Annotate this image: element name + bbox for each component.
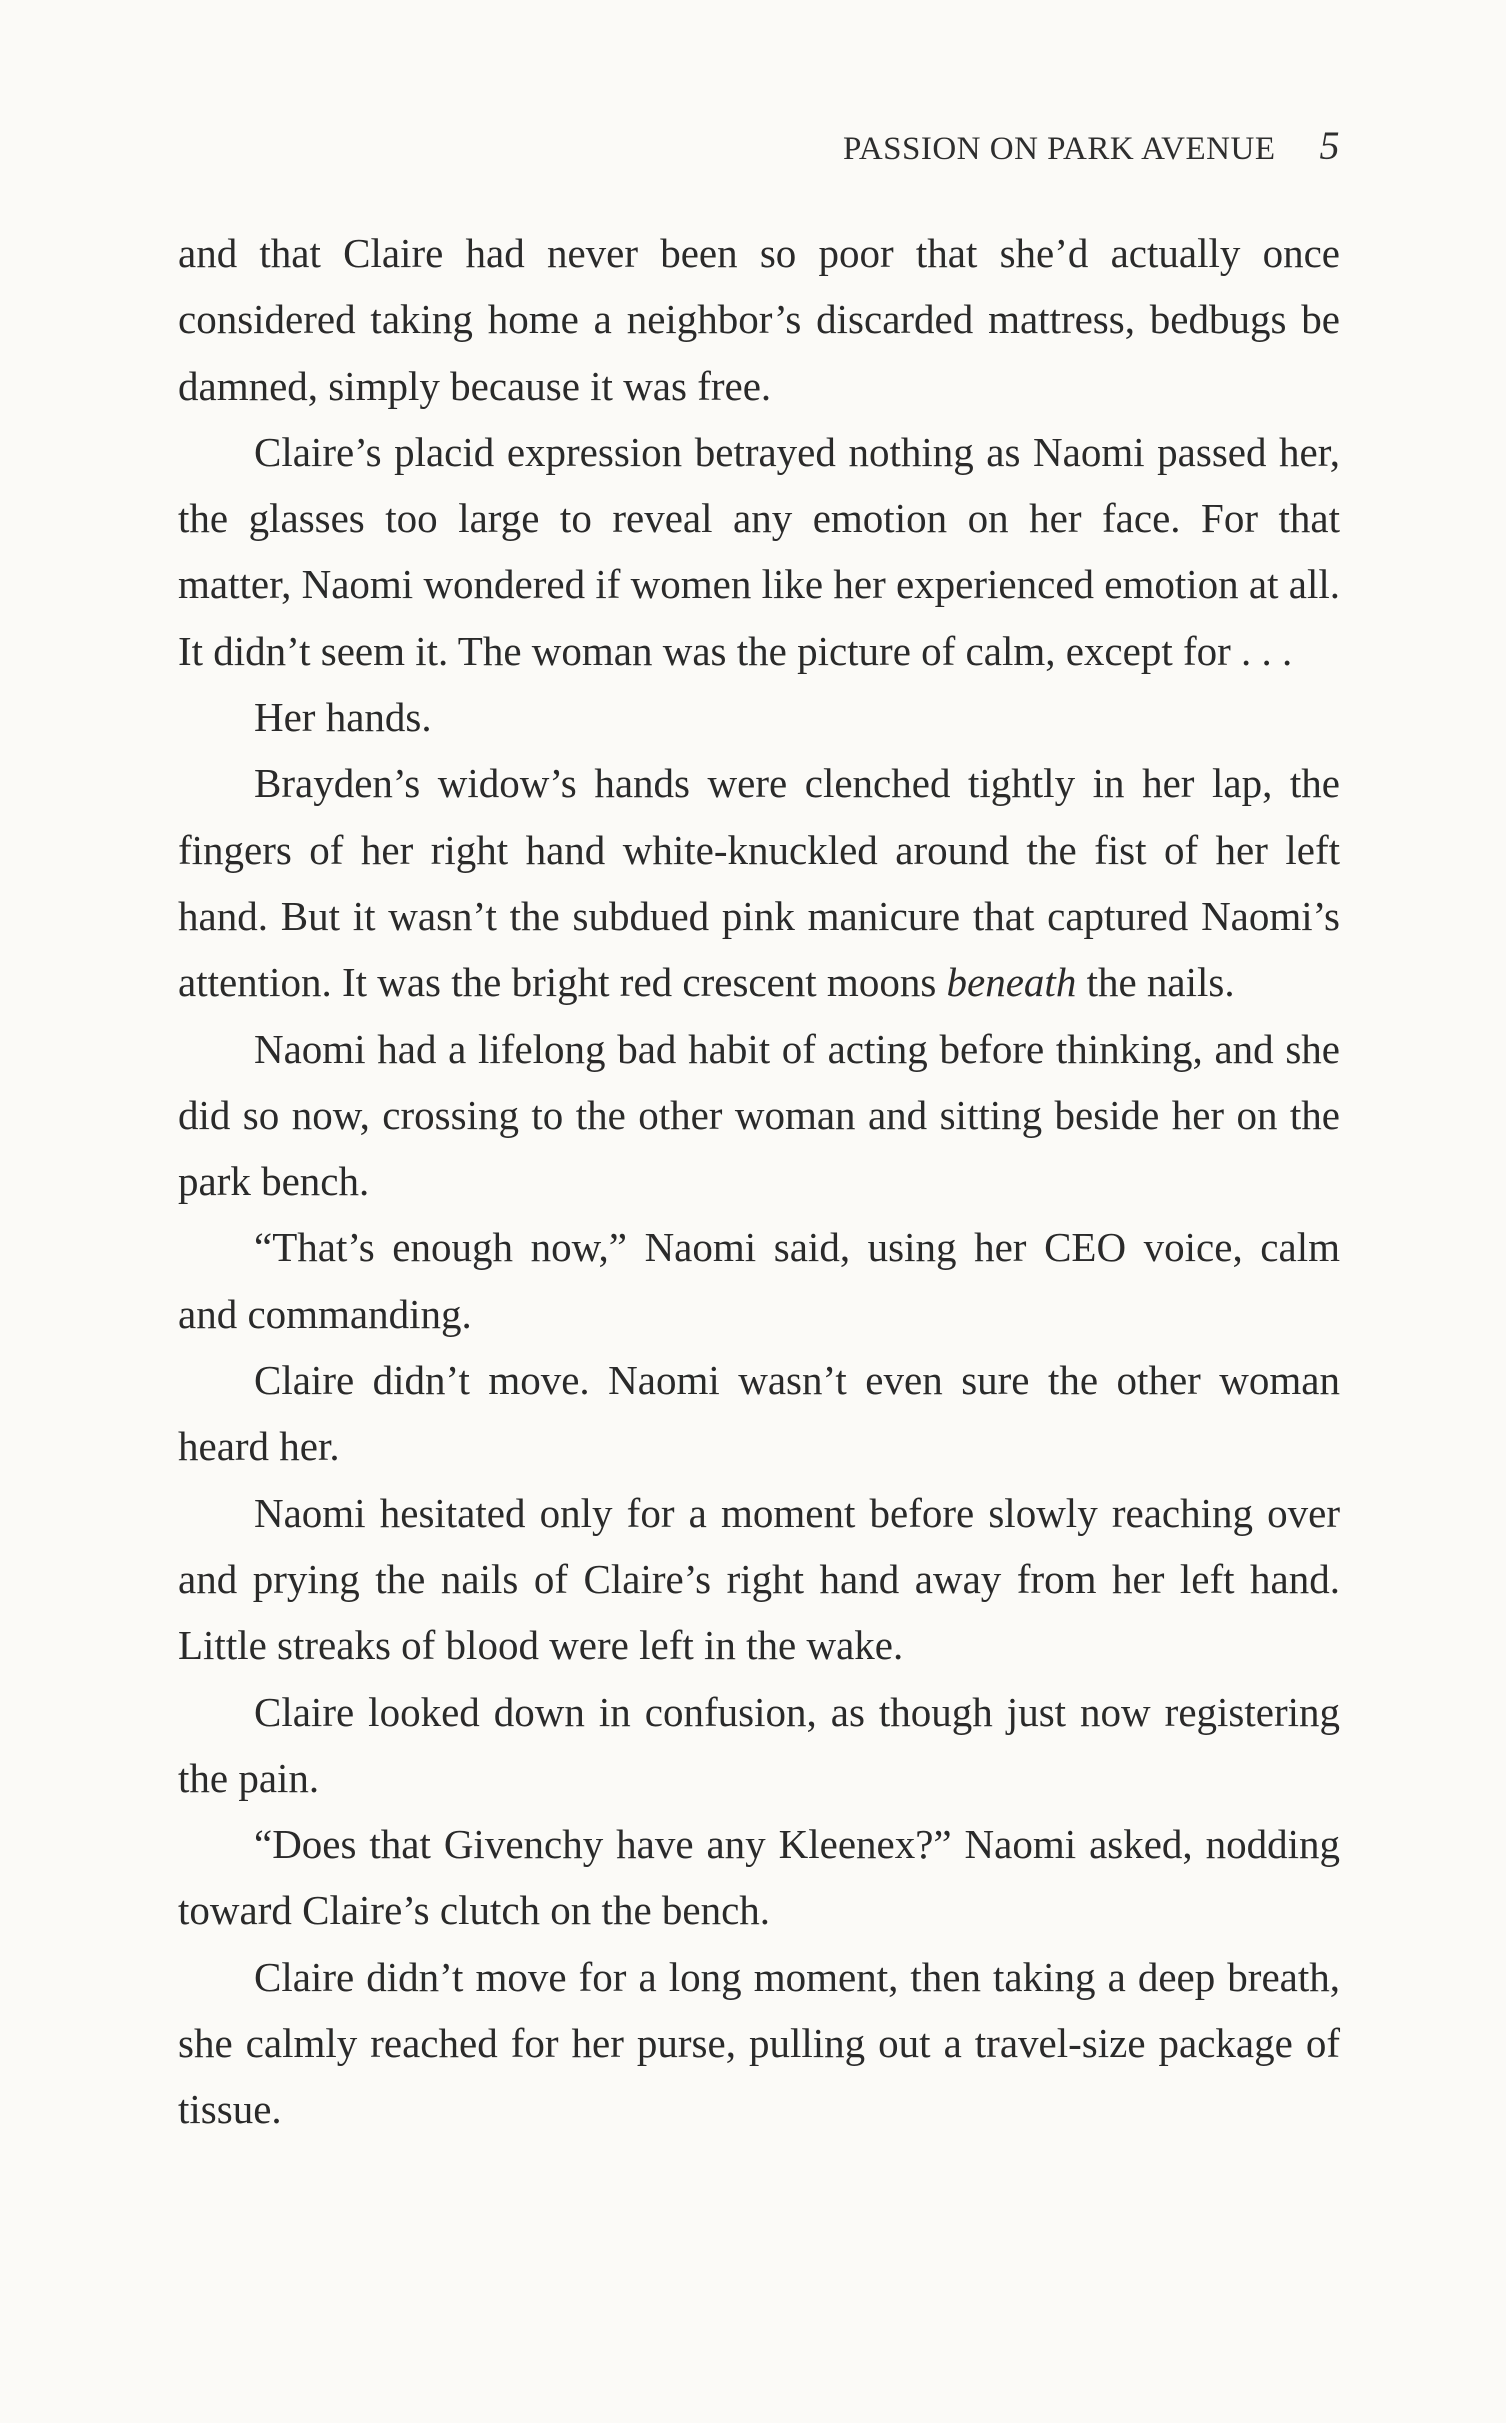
paragraph-7: Claire didn’t move. Naomi wasn’t even sure the other woman heard her. [178,1357,1340,1470]
paragraph-10: “Does that Givenchy have any Kleenex?” Naomi asked, nodding toward Claire’s clutch on the bench. [178,1821,1340,1934]
paragraph-9: Claire looked down in confusion, as though just now registering the pain. [178,1688,1340,1801]
paragraph-3: Her hands. [254,694,432,741]
paragraph-11: Claire didn’t move for a long moment, then taking a deep breath, she calmly reached for her purse, pulling out a travel-size package of tissue. [178,1953,1340,2133]
paragraph-2: Claire’s placid expression betrayed nothing as Naomi passed her, the glasses too large to reveal any emotion on her face. For that matter, Naomi wondered if women like her experienced emotion at all. It didn’t seem it. The woman was the picture of calm, except for . . . [178,428,1340,674]
paragraph-4-part-1: Brayden’s widow’s hands were clenched tightly in her lap, the fingers of her right hand white-knuckled around the fist of her left hand. But it wasn’t the subdued pink manicure that captured Naomi’s attention. It was the bright red crescent moons [178,760,1340,1006]
paragraph-8: Naomi hesitated only for a moment before slowly reaching over and prying the nails of Claire’s right hand away from her left hand. Little streaks of blood were left in the wake. [178,1489,1340,1669]
paragraph-6: “That’s enough now,” Naomi said, using her CEO voice, calm and commanding. [178,1224,1340,1337]
page-number: 5 [1319,123,1340,168]
book-title: PASSION ON PARK AVENUE [843,131,1276,167]
body-text [178,220,1340,2143]
paragraph-5: Naomi had a lifelong bad habit of acting before thinking, and she did so now, crossing to the other woman and sitting beside her on the park bench. [178,1025,1340,1205]
paragraph-4-emphasis: beneath [946,959,1077,1006]
paragraph-1: and that Claire had never been so poor that she’d actually once considered taking home a neighbor’s discarded mattress, bedbugs be damned, simply because it was free. [178,230,1340,409]
paragraph-4 [178,750,1340,1015]
paragraph-4-part-2: the nails. [1076,959,1235,1006]
running-head [843,122,1340,169]
